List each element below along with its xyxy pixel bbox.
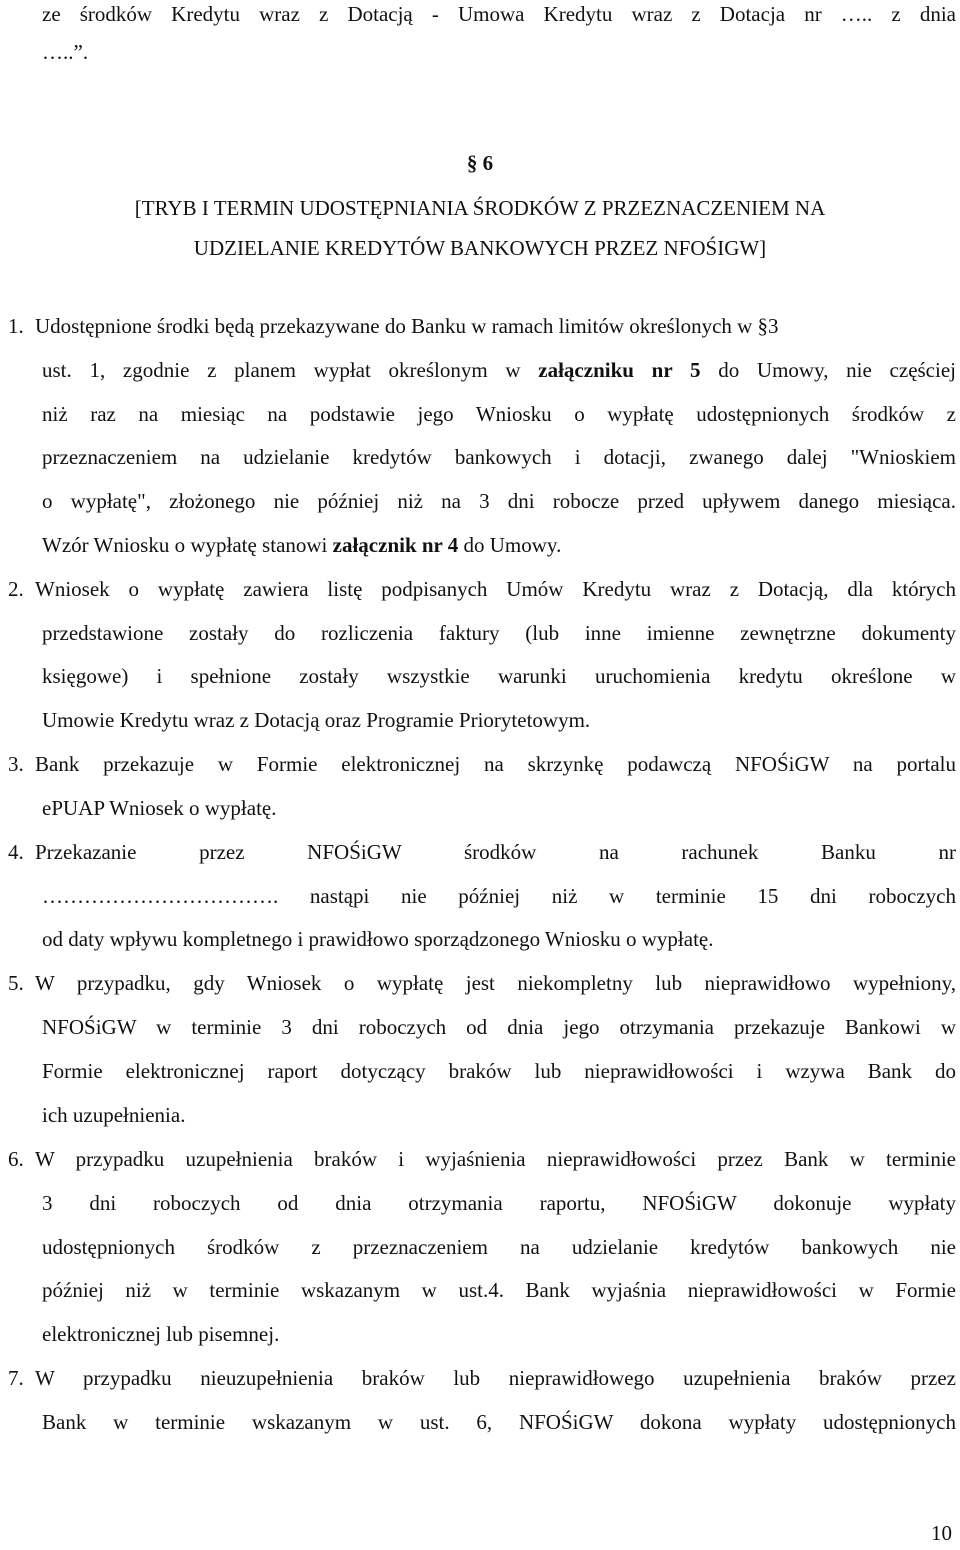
item-2-line-4: Umowie Kredytu wraz z Dotacją oraz Programie Priorytetowym. xyxy=(42,708,591,732)
item-number: 7. xyxy=(8,1366,24,1390)
annex-5-reference: załączniku nr 5 xyxy=(538,358,701,382)
item-2-line-3: księgowe) i spełnione zostały wszystkie warunki uruchomienia kredytu określone w xyxy=(42,664,956,688)
item-number: 6. xyxy=(8,1147,24,1171)
item-5-line-4: ich uzupełnienia. xyxy=(42,1103,186,1127)
item-3-line-2: ePUAP Wniosek o wypłatę. xyxy=(42,796,277,820)
item-1-line-1: Udostępnione środki będą przekazywane do Banku w ramach limitów określonych w §3 xyxy=(35,314,779,338)
item-5-line-2: NFOŚiGW w terminie 3 dni roboczych od dnia jego otrzymania przekazuje Bankowi w xyxy=(42,1015,956,1039)
item-4-line-2: ……………………………. nastąpi nie później niż w terminie 15 dni roboczych xyxy=(42,884,956,908)
item-5-line-3: Formie elektronicznej raport dotyczący braków lub nieprawidłowości i wzywa Bank do xyxy=(42,1059,956,1083)
item-6-line-2: 3 dni roboczych od dnia otrzymania raportu, NFOŚiGW dokonuje wypłaty xyxy=(42,1191,956,1215)
item-6-line-5: elektronicznej lub pisemnej. xyxy=(42,1322,280,1346)
item-6-line-4: później niż w terminie wskazanym w ust.4. Bank wyjaśnia nieprawidłowości w Formie xyxy=(42,1278,956,1302)
item-2-line-2: przedstawione zostały do rozliczenia faktury (lub inne imienne zewnętrzne dokumenty xyxy=(42,621,956,645)
item-5-line-1: W przypadku, gdy Wniosek o wypłatę jest niekompletny lub nieprawidłowo wypełniony, xyxy=(35,971,956,995)
page-number: 10 xyxy=(931,1521,952,1545)
section-number: § 6 xyxy=(466,151,494,175)
carryover-line-2: …..”. xyxy=(42,40,89,64)
item-1-line-3: niż raz na miesiąc na podstawie jego Wniosku o wypłatę udostępnionych środków z xyxy=(42,402,956,426)
item-1-line-4: przeznaczeniem na udzielanie kredytów bankowych i dotacji, zwanego dalej "Wnioskiem xyxy=(42,445,956,469)
annex-4-reference: załącznik nr 4 xyxy=(332,533,459,557)
item-number: 5. xyxy=(8,971,24,995)
item-1-line-2: ust. 1, zgodnie z planem wypłat określonym w załączniku nr 5 do Umowy, nie częściej xyxy=(42,358,956,382)
item-7-line-2: Bank w terminie wskazanym w ust. 6, NFOŚiGW dokona wypłaty udostępnionych xyxy=(42,1410,956,1434)
section-title-line-1: [TRYB I TERMIN UDOSTĘPNIANIA ŚRODKÓW Z PRZEZNACZENIEM NA xyxy=(134,196,826,220)
item-1-line-5: o wypłatę", złożonego nie później niż na 3 dni robocze przed upływem danego miesiąca. xyxy=(42,489,956,513)
item-number: 2. xyxy=(8,577,24,601)
item-4-line-3: od daty wpływu kompletnego i prawidłowo sporządzonego Wniosku o wypłatę. xyxy=(42,927,714,951)
item-6-line-3: udostępnionych środków z przeznaczeniem na udzielanie kredytów bankowych nie xyxy=(42,1235,956,1259)
item-number: 3. xyxy=(8,752,24,776)
item-3-line-1: Bank przekazuje w Formie elektronicznej na skrzynkę podawczą NFOŚiGW na portalu xyxy=(35,752,956,776)
item-6-line-1: W przypadku uzupełnienia braków i wyjaśnienia nieprawidłowości przez Bank w terminie xyxy=(35,1147,956,1171)
item-7-line-1: W przypadku nieuzupełnienia braków lub nieprawidłowego uzupełnienia braków przez xyxy=(35,1366,956,1390)
carryover-line-1: ze środków Kredytu wraz z Dotacją - Umowa Kredytu wraz z Dotacja nr ….. z dnia xyxy=(42,2,956,26)
item-2-line-1: Wniosek o wypłatę zawiera listę podpisanych Umów Kredytu wraz z Dotacją, dla których xyxy=(35,577,956,601)
item-4-line-1: Przekazanie przez NFOŚiGW środków na rachunek Banku nr xyxy=(35,840,956,864)
item-number: 1. xyxy=(8,314,24,338)
item-1-line-6: Wzór Wniosku o wypłatę stanowi załącznik nr 4 do Umowy. xyxy=(42,533,562,557)
section-title-line-2: UDZIELANIE KREDYTÓW BANKOWYCH PRZEZ NFOŚIGW] xyxy=(193,236,767,260)
item-number: 4. xyxy=(8,840,24,864)
